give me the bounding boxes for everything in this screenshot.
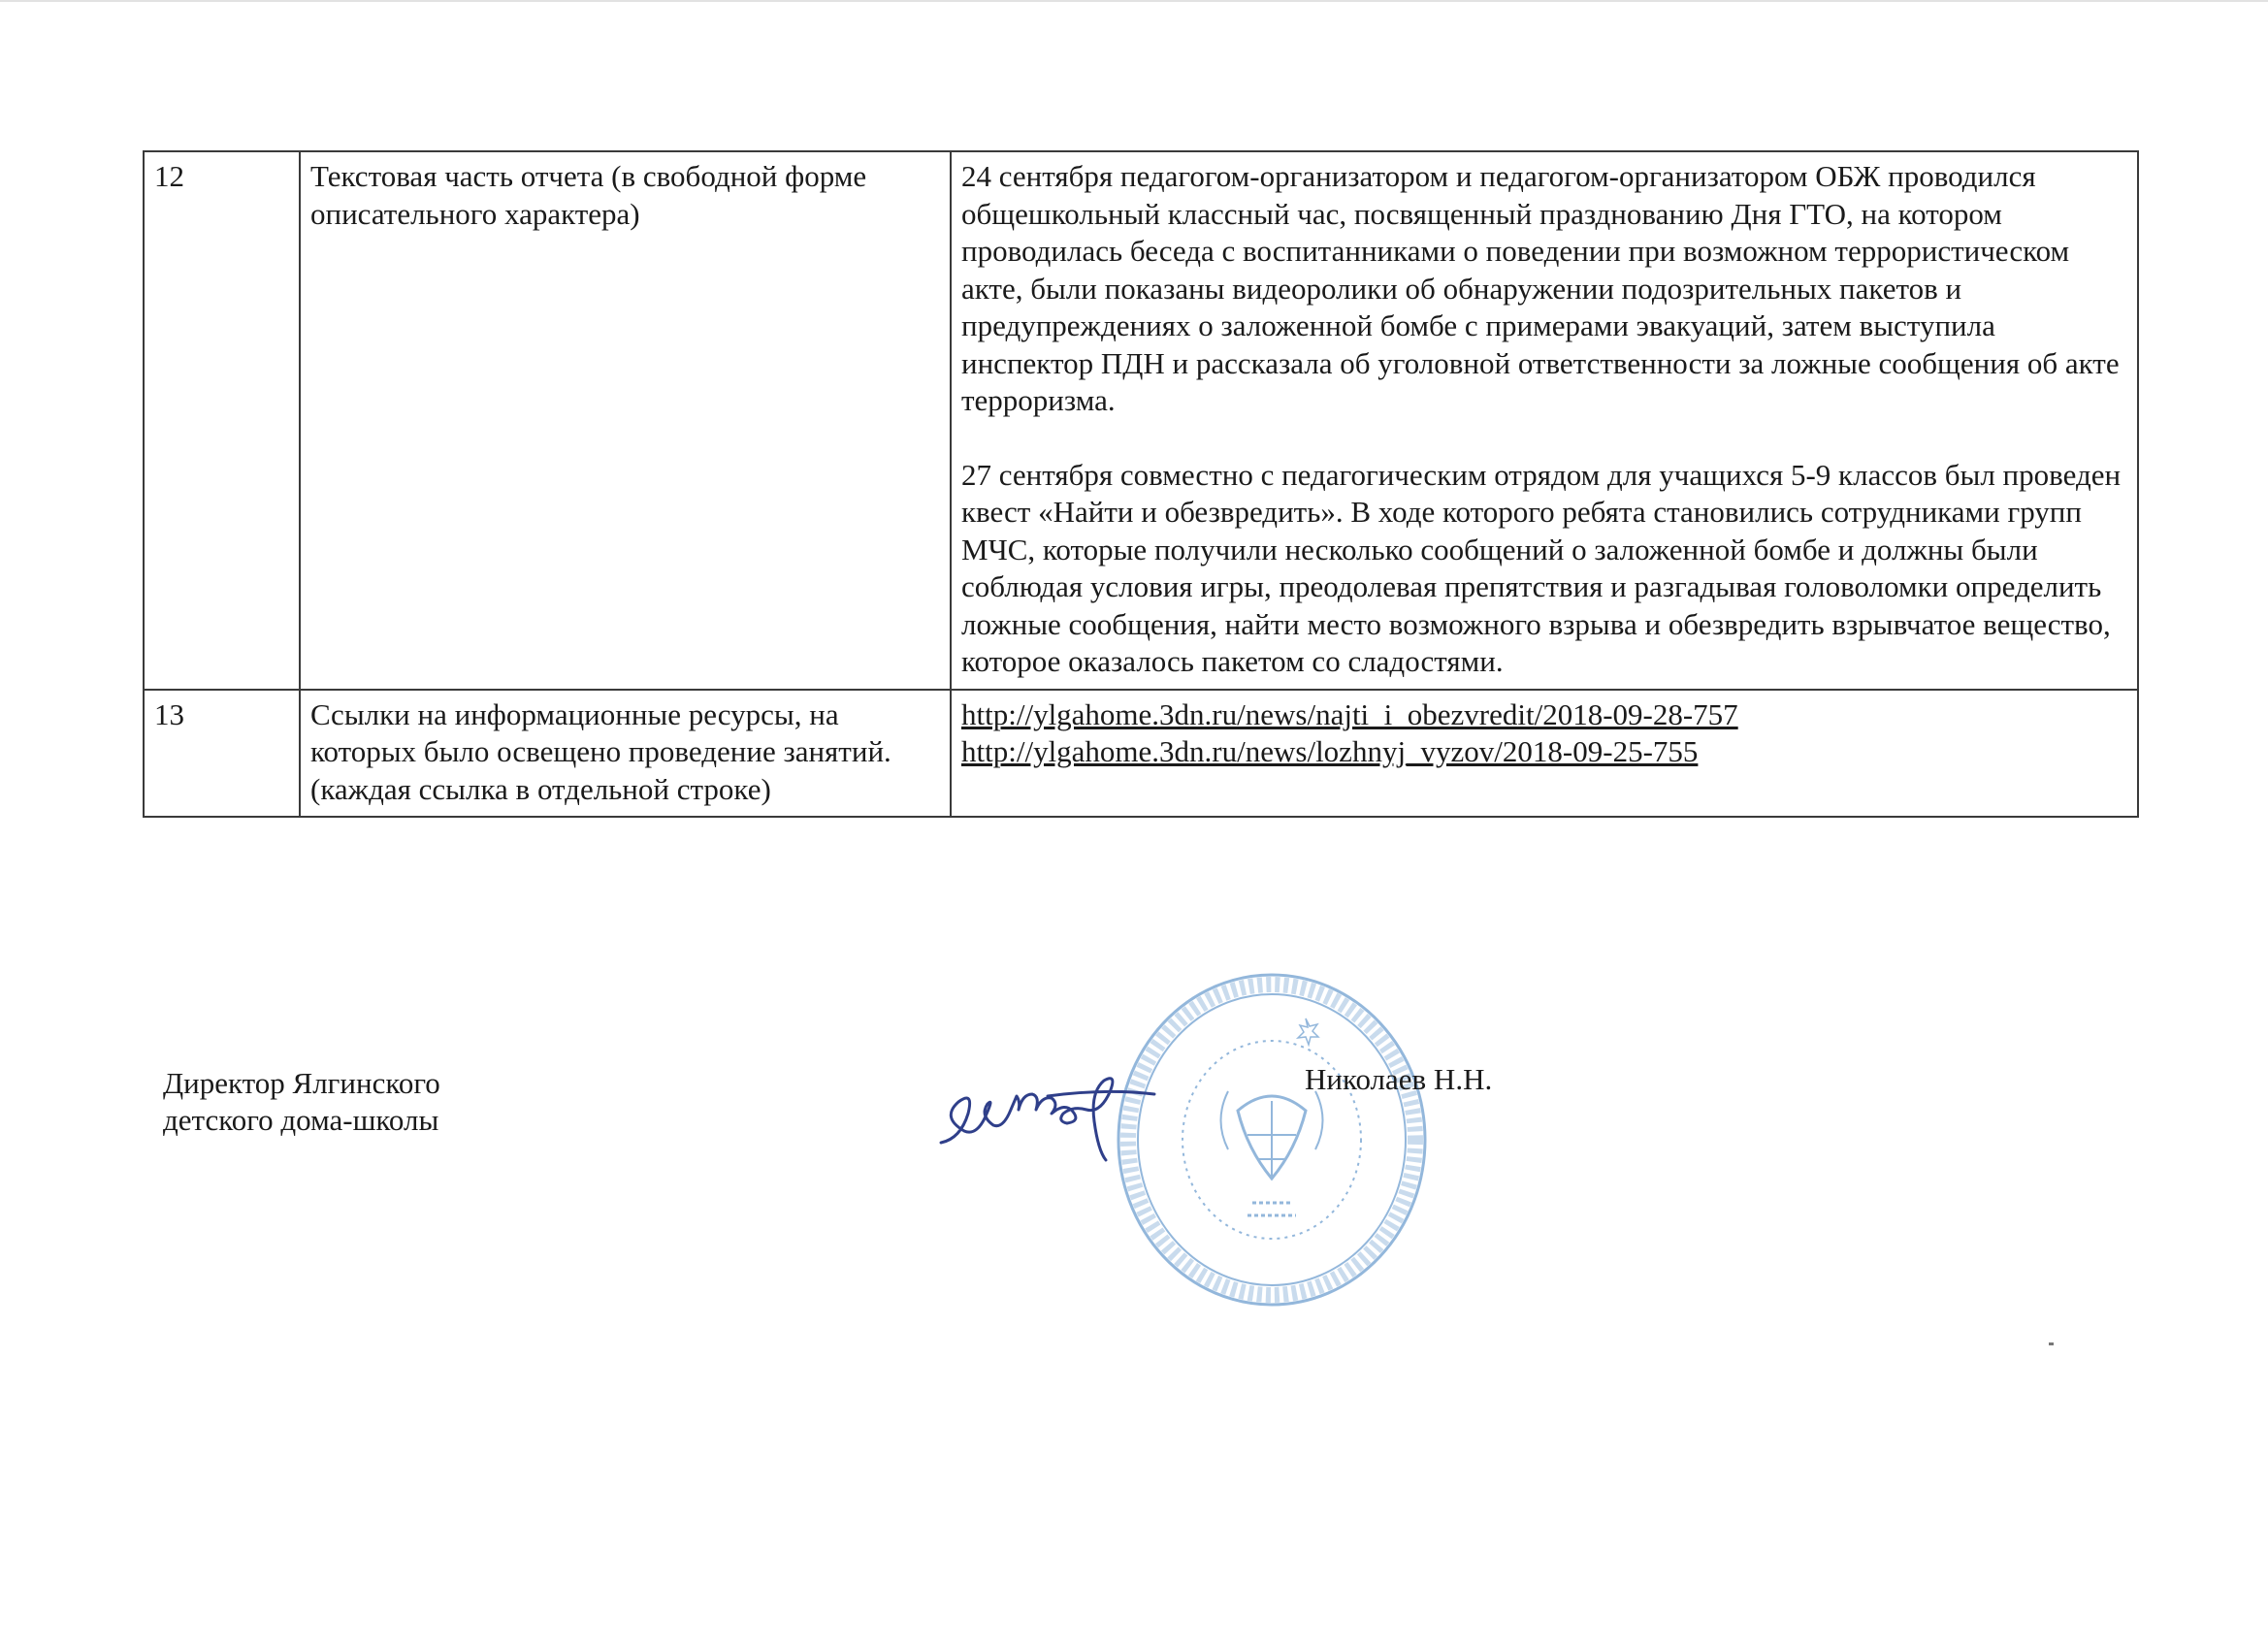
signatory-position [163,1065,440,1139]
position-line: детского дома-школы [163,1103,439,1137]
table-row [144,151,2138,690]
signatory-name: Николаев Н.Н. [1305,1062,1493,1096]
row-links [951,690,2138,818]
row-content [951,151,2138,690]
handwritten-signature-icon [931,1055,1251,1162]
resource-link[interactable]: http://ylgahome.3dn.ru/news/najti_i_obezvredit/2018-09-28-757 [961,696,1738,731]
row-number: 12 [144,151,300,690]
report-paragraph: 24 сентября педагогом-организатором и педагогом-организатором ОБЖ проводился общешкольный классный час, посвященный празднованию Дня ГТО, на котором проводилась беседа с воспитанниками о поведении при возможном террористическом акте, были показаны видеоролики об обнаружении подозрительных пакетов и предупреждениях о заложенной бомбе с примерами эвакуаций, затем выступила инспектор ПДН и рассказала об уголовной ответственности за ложные сообщения об акте терроризма. [961,159,2120,417]
scan-edge [0,0,2268,2]
scan-speck [2049,1342,2054,1345]
row-number: 13 [144,690,300,818]
row-label: Текстовая часть отчета (в свободной форме описательного характера) [300,151,951,690]
table-row [144,690,2138,818]
report-paragraph: 27 сентября совместно с педагогическим отрядом для учащихся 5-9 классов был проведен квест «Найти и обезвредить». В ходе которого ребята становились сотрудниками групп МЧС, которые получили несколько сообщений о заложенной бомбе и должны были соблюдая условия игры, преодолевая препятствия и разгадывая головоломки определить ложные сообщения, найти место возможного взрыва и обезвредить взрывчатое вещество, которое оказалось пакетом со сладостями. [961,457,2122,678]
report-table [143,150,2139,818]
position-line: Директор Ялгинского [163,1066,440,1100]
row-label: Ссылки на информационные ресурсы, на которых было освещено проведение занятий.(каждая ссылка в отдельной строке) [300,690,951,818]
resource-link[interactable]: http://ylgahome.3dn.ru/news/lozhnyj_vyzov/2018-09-25-755 [961,734,1699,768]
